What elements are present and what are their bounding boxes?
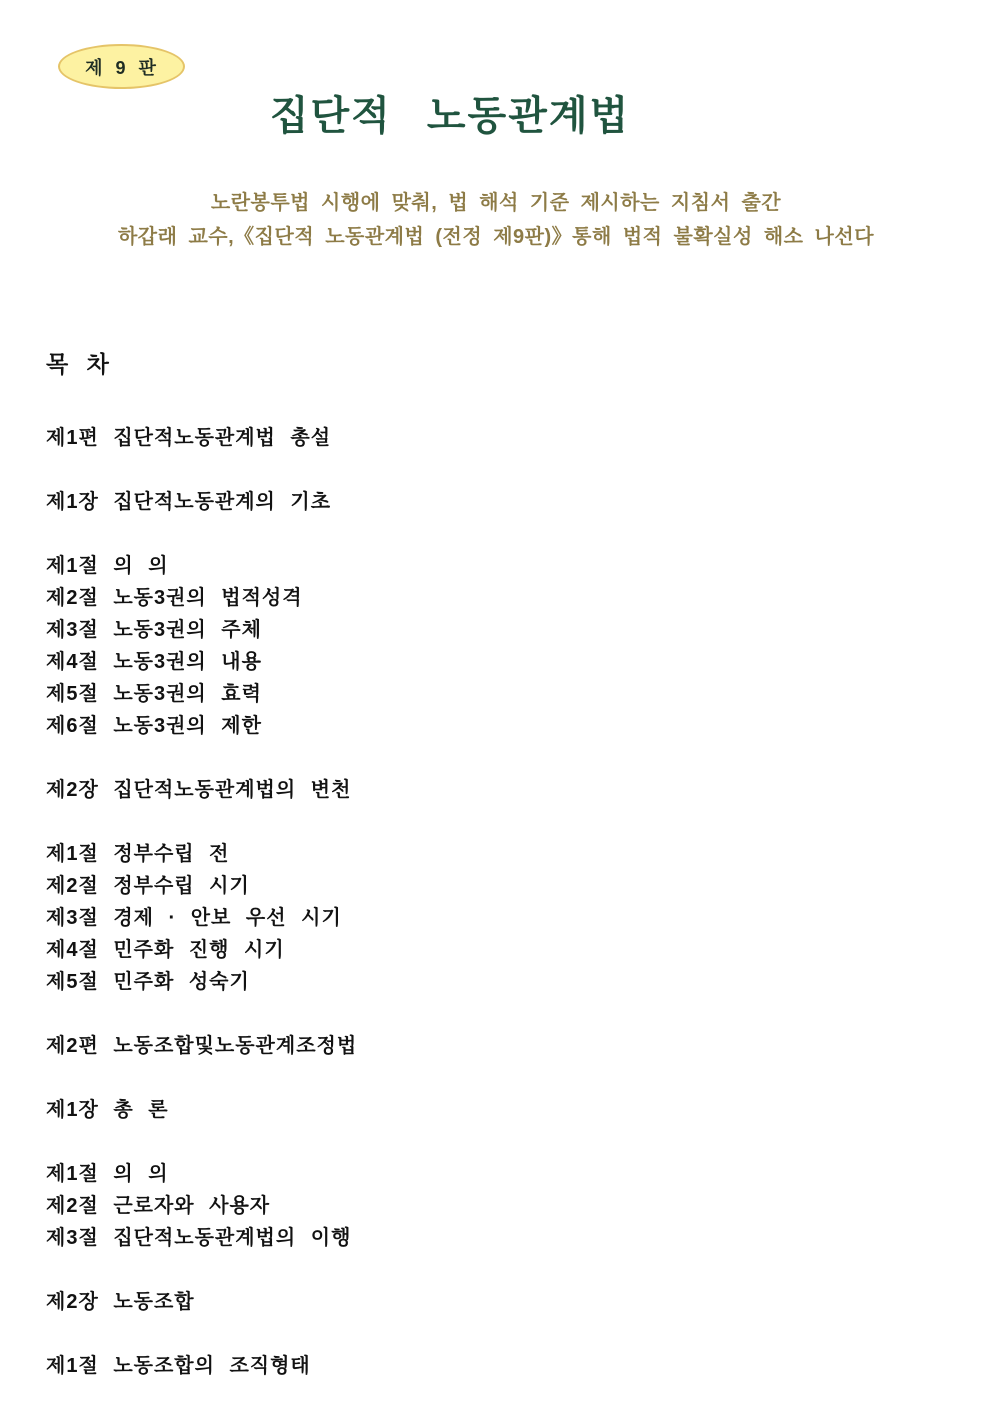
- toc-section: 제2절 노동3권의 법적성격: [46, 587, 303, 609]
- edition-badge: [58, 44, 185, 89]
- toc-chapter: 제1장 총 론: [46, 1099, 169, 1121]
- toc-chapter: 제1장 집단적노동관계의 기초: [46, 491, 332, 513]
- toc-section: 제3절 경제 · 안보 우선 시기: [46, 907, 342, 929]
- toc-section: 제5절 민주화 성숙기: [46, 971, 250, 993]
- toc-heading: 목 차: [46, 351, 112, 377]
- toc-section: 제3절 노동3권의 주체: [46, 619, 262, 641]
- toc-section: 제4절 노동3권의 내용: [46, 651, 262, 673]
- subtitle-line-2: 하갑래 교수,《집단적 노동관계법 (전정 제9판)》통해 법적 불확실성 해소 나선다: [117, 226, 875, 248]
- toc-section: 제6절 노동3권의 제한: [46, 715, 262, 737]
- table-of-contents: [46, 348, 357, 1382]
- toc-section: 제1절 의 의: [46, 555, 169, 577]
- toc-part: 제2편 노동조합및노동관계조정법: [46, 1035, 358, 1057]
- toc-section: 제1절 정부수립 전: [46, 843, 230, 865]
- toc-section: 제2절 정부수립 시기: [46, 875, 250, 897]
- subtitle-block: [0, 186, 992, 254]
- toc-section: 제5절 노동3권의 효력: [46, 683, 262, 705]
- toc-section: 제4절 민주화 진행 시기: [46, 939, 285, 961]
- book-title: 집단적 노동관계법: [269, 94, 631, 138]
- toc-section: 제2절 근로자와 사용자: [46, 1195, 271, 1217]
- toc-part: 제1편 집단적노동관계법 총설: [46, 427, 332, 449]
- toc-items: [46, 422, 357, 1382]
- edition-badge-label: 제 9 판: [85, 57, 158, 78]
- toc-section: 제1절 의 의: [46, 1163, 169, 1185]
- toc-section: 제3절 집단적노동관계법의 이행: [46, 1227, 352, 1249]
- toc-chapter: 제2장 노동조합: [46, 1291, 195, 1313]
- toc-section: 제1절 노동조합의 조직형태: [46, 1355, 311, 1377]
- toc-chapter: 제2장 집단적노동관계법의 변천: [46, 779, 352, 801]
- subtitle-line-1: 노란봉투법 시행에 맞춰, 법 해석 기준 제시하는 지침서 출간: [210, 192, 782, 214]
